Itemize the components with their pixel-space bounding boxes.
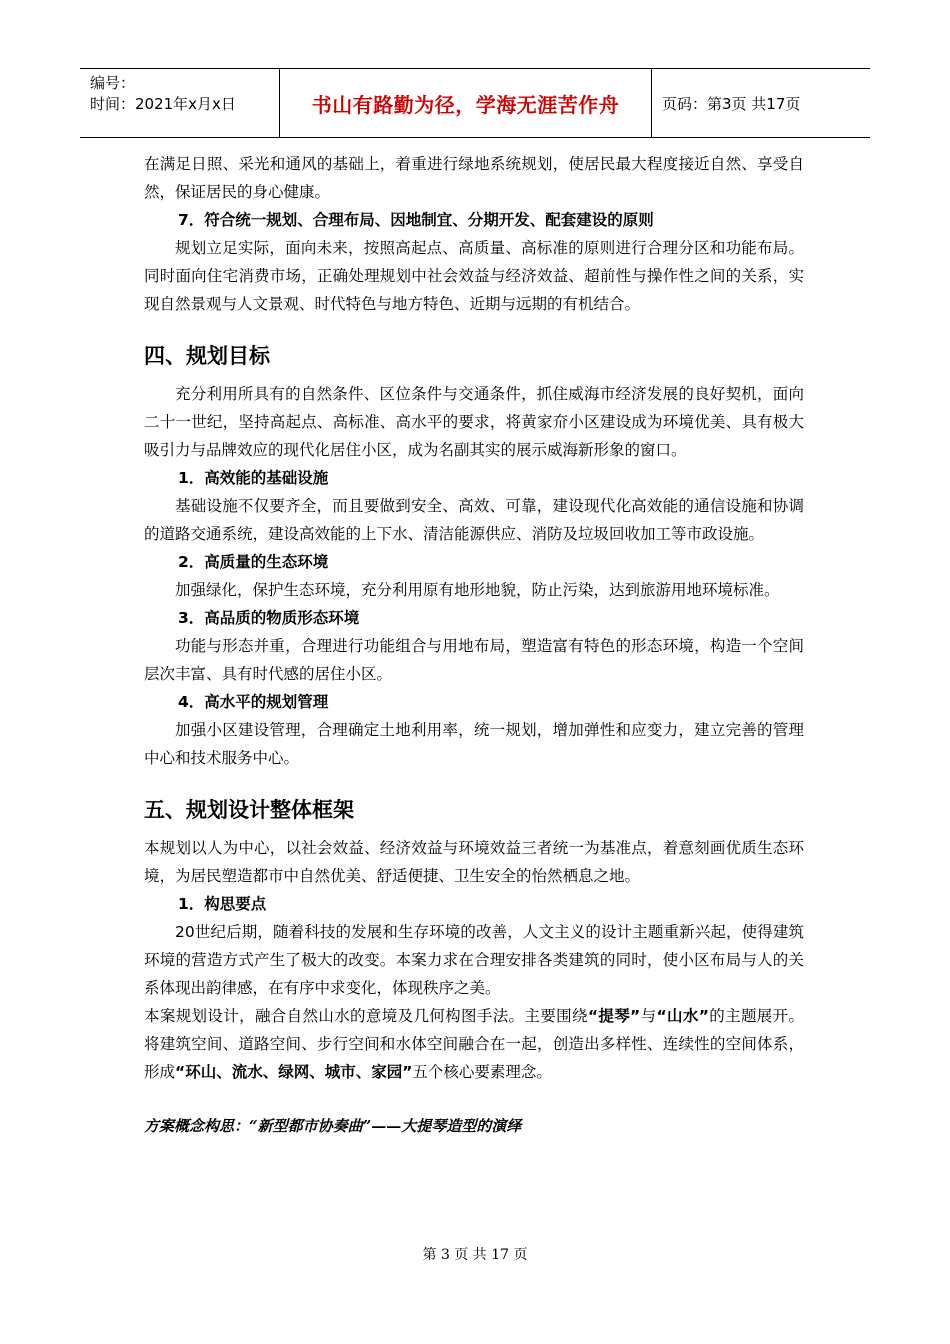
section-heading-framework: 五、规划设计整体框架 xyxy=(144,798,354,822)
paragraph-goals-intro: 充分利用所具有的自然条件、区位条件与交通条件，抓住威海市经济发展的良好契机，面向二十一世纪，坚持高起点、高标准、高水平的要求，将黄家夼小区建设成为环境优美、具有极大吸引力与品牌效应的现代化居住小区，成为名副其实的展示威海新形象的窗口。 xyxy=(144,385,804,459)
concept-title: 方案概念构思：“新型都市协奏曲”——大提琴造型的演绎 xyxy=(144,1117,522,1135)
header-page-info: 页码：第3页 共17页 xyxy=(662,94,801,113)
subheading-principle-7: 7．符合统一规划、合理布局、因地制宜、分期开发、配套建设的原则 xyxy=(178,211,654,229)
text-run-bold-five-elements: “环山、流水、绿网、城市、家园” xyxy=(175,1063,413,1081)
subheading-ecology: 2．高质量的生态环境 xyxy=(178,553,329,571)
text-run: 五个核心要素理念。 xyxy=(412,1063,552,1081)
subheading-management: 4．高水平的规划管理 xyxy=(178,693,329,711)
text-run-bold-violin: “提琴” xyxy=(587,1007,641,1025)
header-left xyxy=(80,69,280,137)
paragraph-planning-basis: 规划立足实际，面向未来，按照高起点、高质量、高标准的原则进行合理分区和功能布局。同时面向住宅消费市场，正确处理规划中社会效益与经济效益、超前性与操作性之间的关系，实现自然景观与人文景观、时代特色与地方特色、近期与远期的有机结合。 xyxy=(144,239,804,313)
section-heading-planning-goals: 四、规划目标 xyxy=(144,344,270,368)
paragraph-framework-intro: 本规划以人为中心，以社会效益、经济效益与环境效益三者统一为基准点，着意刻画优质生态环境，为居民塑造都市中自然优美、舒适便捷、卫生安全的怡然栖息之地。 xyxy=(144,839,804,885)
paragraph-physical-form: 功能与形态并重，合理进行功能组合与用地布局，塑造富有特色的形态环境，构造一个空间层次丰富、具有时代感的居住小区。 xyxy=(144,637,804,683)
text-run: 与 xyxy=(640,1007,657,1025)
paragraph-green-system: 在满足日照、采光和通风的基础上，着重进行绿地系统规划，使居民最大程度接近自然、享受自然，保证居民的身心健康。 xyxy=(144,155,804,201)
text-run: 的主题展开。将建筑空间、道路空间、步行空间和水体空间融合在一起，创造出多样性、连续性的空间体系，形成 xyxy=(144,1007,804,1081)
subheading-concept-points: 1．构思要点 xyxy=(178,895,267,913)
document-body xyxy=(144,150,804,1140)
paragraph-design-themes xyxy=(144,1002,804,1086)
text-run: 本案规划设计，融合自然山水的意境及几何构图手法。主要围绕 xyxy=(144,1007,588,1025)
subheading-infrastructure: 1．高效能的基础设施 xyxy=(178,469,329,487)
page-header xyxy=(80,68,870,138)
paragraph-management: 加强小区建设管理，合理确定土地利用率，统一规划，增加弹性和应变力，建立完善的管理中心和技术服务中心。 xyxy=(144,721,804,767)
document-number-label: 编号： xyxy=(90,74,136,92)
paragraph-ecology: 加强绿化，保护生态环境，充分利用原有地形地貌，防止污染，达到旅游用地环境标准。 xyxy=(175,581,780,599)
subheading-physical-form: 3．高品质的物质形态环境 xyxy=(178,609,360,627)
text-run-bold-landscape: “山水” xyxy=(656,1007,709,1025)
page-footer: 第 3 页 共 17 页 xyxy=(422,1247,528,1263)
header-motto: 书山有路勤为径，学海无涯苦作舟 xyxy=(280,69,652,137)
document-time-label: 时间：2021年x月x日 xyxy=(90,95,236,113)
paragraph-concept-points: 20世纪后期，随着科技的发展和生存环境的改善，人文主义的设计主题重新兴起，使得建筑环境的营造方式产生了极大的改变。本案力求在合理安排各类建筑的同时，使小区布局与人的关系体现出韵律感，在有序中求变化，体现秩序之美。 xyxy=(144,923,804,997)
paragraph-infrastructure: 基础设施不仅要齐全，而且要做到安全、高效、可靠，建设现代化高效能的通信设施和协调的道路交通系统，建设高效能的上下水、清洁能源供应、消防及垃圾回收加工等市政设施。 xyxy=(144,497,804,543)
